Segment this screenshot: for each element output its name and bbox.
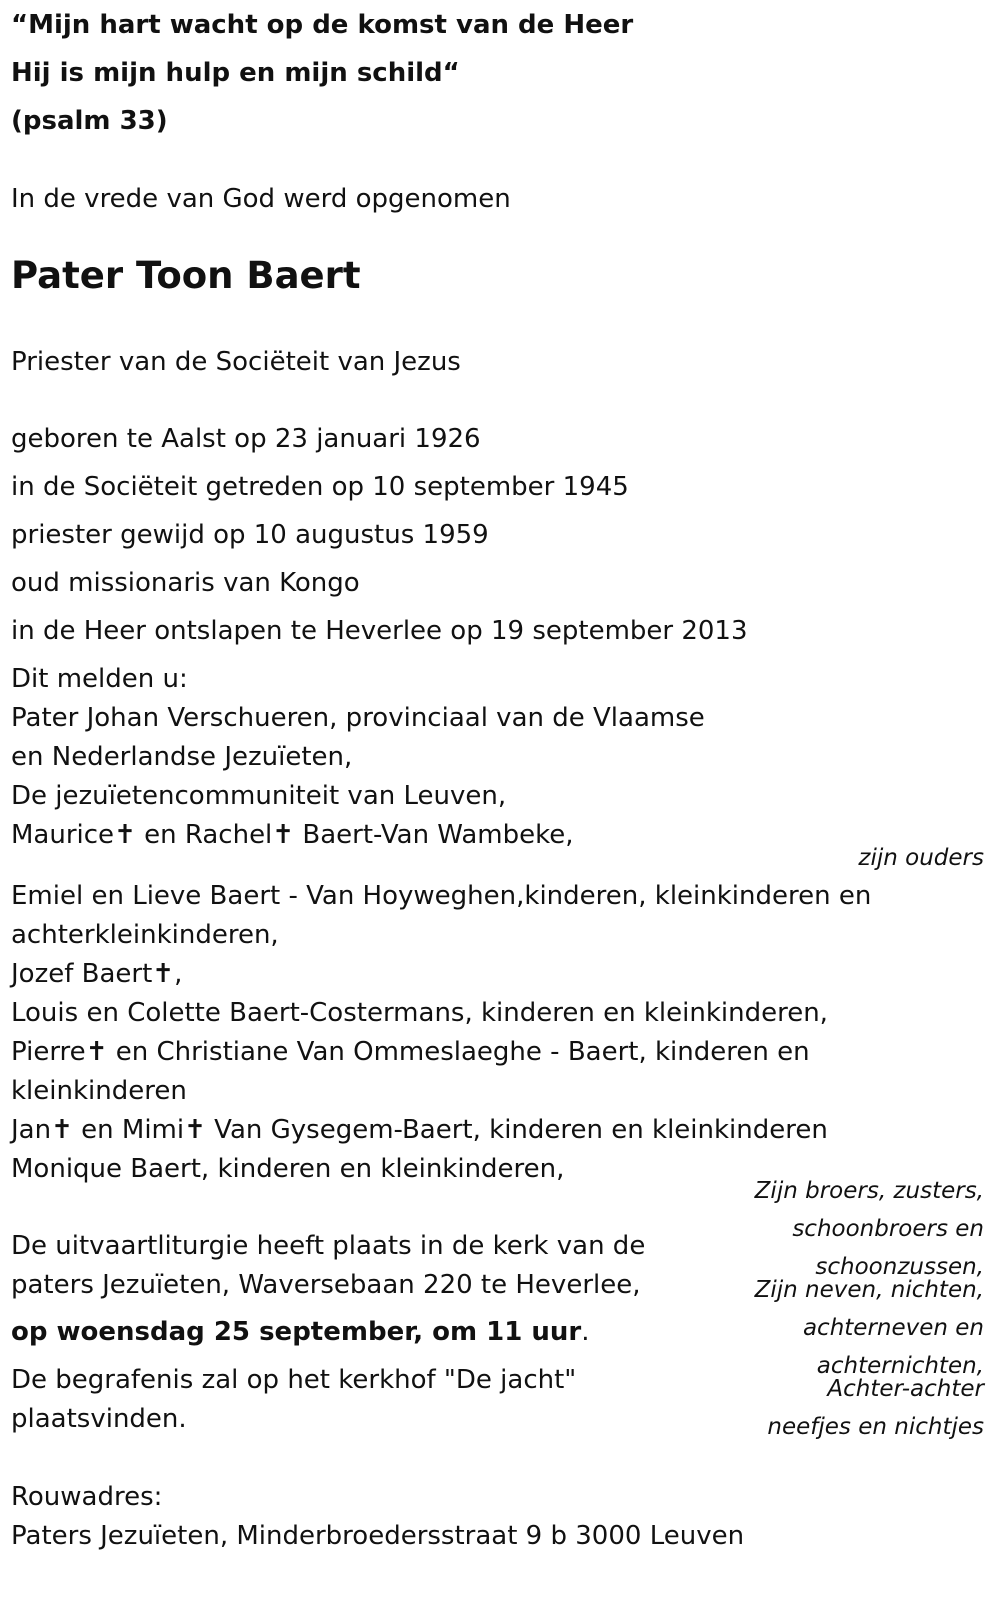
sibling-line-6: kleinkinderen: [11, 1076, 187, 1106]
cross-icon: ✝: [85, 1037, 108, 1067]
cross-icon: ✝: [152, 959, 175, 989]
funeral-line-1: De uitvaartliturgie heeft plaats in de kerk van de: [11, 1231, 646, 1261]
cross-icon: ✝: [51, 1115, 73, 1145]
address-heading: Rouwadres:: [11, 1482, 163, 1512]
sibling-line-3: [11, 957, 182, 991]
parents-line: [11, 818, 574, 852]
life-event-birth: geboren te Aalst op 23 januari 1926: [11, 424, 481, 454]
funeral-date-end: .: [581, 1317, 590, 1347]
cross-icon: ✝: [272, 820, 295, 850]
sibling-line-1: Emiel en Lieve Baert - Van Hoyweghen,kinderen, kleinkinderen en: [11, 881, 872, 911]
sibling-name-christiane: en Christiane Van Ommeslaeghe - Baert, kinderen en: [107, 1037, 810, 1067]
life-event-missionary: oud missionaris van Kongo: [11, 568, 360, 598]
sibling-line-5: [11, 1035, 810, 1069]
funeral-date: [11, 1315, 589, 1349]
address-line: Paters Jezuïeten, Minderbroedersstraat 9 b 3000 Leuven: [11, 1521, 745, 1551]
sibling-line-4: Louis en Colette Baert-Costermans, kinderen en kleinkinderen,: [11, 998, 828, 1028]
deceased-role: Priester van de Sociëteit van Jezus: [11, 347, 461, 377]
label-parents: zijn ouders: [858, 845, 984, 871]
burial-line-2: plaatsvinden.: [11, 1404, 187, 1434]
label-siblings-2: schoonbroers en: [792, 1216, 984, 1242]
parent-father: Maurice: [11, 820, 115, 850]
burial-line-1: De begrafenis zal op het kerkhof "De jacht": [11, 1365, 577, 1395]
sibling-name-pierre: Pierre: [11, 1037, 86, 1067]
announcers-heading: Dit melden u:: [11, 664, 188, 694]
announcer-line-3: De jezuïetencommuniteit van Leuven,: [11, 781, 507, 811]
sibling-surname-van-gysegem: Van Gysegem-Baert, kinderen en kleinkinderen: [205, 1115, 828, 1145]
announcer-line-2: en Nederlandse Jezuïeten,: [11, 742, 353, 772]
life-event-ordination: priester gewijd op 10 augustus 1959: [11, 520, 489, 550]
label-cousins-1: Zijn neven, nichten,: [754, 1277, 984, 1303]
intro-text: In de vrede van God werd opgenomen: [11, 184, 511, 214]
deceased-name: Pater Toon Baert: [11, 254, 361, 297]
psalm-quote-line-1: “Mijn hart wacht op de komst van de Heer: [11, 10, 634, 40]
label-cousins-2: achterneven en: [802, 1315, 984, 1341]
life-event-society: in de Sociëteit getreden op 10 september 1945: [11, 472, 629, 502]
sibling-line-2: achterkleinkinderen,: [11, 920, 279, 950]
sibling-name-jan: Jan: [11, 1115, 52, 1145]
parent-mother: en Rachel: [135, 820, 273, 850]
label-siblings-1: Zijn broers, zusters,: [754, 1178, 984, 1204]
sibling-name-jozef: Jozef Baert: [11, 959, 153, 989]
label-grand-1: Achter-achter: [827, 1376, 984, 1402]
sibling-comma: ,: [174, 959, 183, 989]
sibling-name-mimi: en Mimi: [72, 1115, 185, 1145]
funeral-date-bold: op woensdag 25 september, om 11 uur: [11, 1317, 582, 1347]
parents-surname: Baert-Van Wambeke,: [294, 820, 574, 850]
cross-icon: ✝: [184, 1115, 206, 1145]
label-grand-2: neefjes en nichtjes: [767, 1414, 984, 1440]
announcer-line-1: Pater Johan Verschueren, provinciaal van de Vlaamse: [11, 703, 705, 733]
label-cousins-3: achternichten,: [816, 1353, 984, 1379]
cross-icon: ✝: [114, 820, 136, 850]
sibling-line-7: [11, 1113, 828, 1147]
sibling-line-8: Monique Baert, kinderen en kleinkinderen,: [11, 1154, 565, 1184]
funeral-line-2: paters Jezuïeten, Waversebaan 220 te Heverlee,: [11, 1270, 641, 1300]
psalm-source: (psalm 33): [11, 106, 168, 136]
life-event-death: in de Heer ontslapen te Heverlee op 19 september 2013: [11, 616, 748, 646]
psalm-quote-line-2: Hij is mijn hulp en mijn schild“: [11, 58, 460, 88]
label-siblings-3: schoonzussen,: [815, 1254, 984, 1280]
